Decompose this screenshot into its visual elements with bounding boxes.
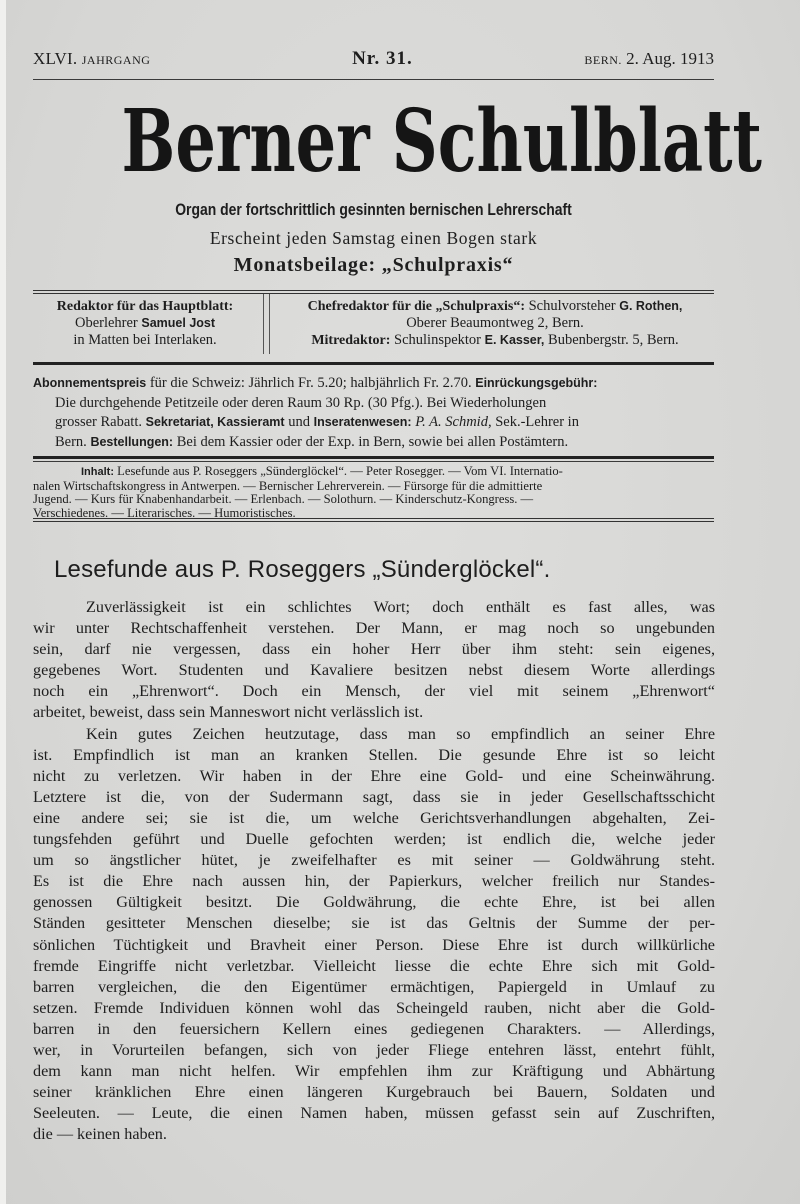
- text-line: Kein gutes Zeichen heutzutage, dass man so empfindlich an seiner Ehre: [86, 724, 715, 743]
- contents-line: Jugend. — Kurs für Knabenhandarbeit. — Erlenbach. — Solothurn. — Kinderschutz-Kongress. —: [33, 492, 534, 506]
- main-editor-name: Samuel Jost: [141, 316, 216, 330]
- contact-city: Bern.: [55, 433, 87, 450]
- double-rule: [33, 290, 714, 294]
- double-rule: [33, 518, 714, 522]
- fee-text: Die durchgehende Petitzeile oder deren Raum 30 Rp. (30 Pfg.). Bei Wiederholungen: [55, 394, 547, 411]
- editors-box: [33, 298, 714, 356]
- co-editor-name: E. Kasser,: [484, 333, 545, 347]
- column-divider: [263, 294, 270, 354]
- place: BERN.: [584, 53, 622, 67]
- orders-text: Bei dem Kassier oder der Exp. in Bern, sowie bei allen Postämtern.: [176, 433, 569, 450]
- co-editor-title: Schulinspektor: [394, 332, 482, 348]
- issue-number: Nr. 31.: [352, 48, 413, 69]
- main-editor-title: Oberlehrer: [74, 315, 138, 331]
- main-editor-role: Redaktor für das Hauptblatt:: [56, 299, 234, 314]
- volume: [33, 49, 150, 69]
- text-line: nicht zu verletzen. Wir haben in der Ehre eine Gold- und eine Scheinwährung.: [33, 766, 715, 785]
- price-label: Abonnementspreis: [33, 376, 147, 390]
- text-line: die — keinen haben.: [33, 1125, 167, 1144]
- text-line: Es ist die Ehre nach aussen hin, der Papierkurs, welcher freilich nur Standes-: [33, 872, 715, 891]
- main-editor-location: in Matten bei Interlaken.: [73, 332, 217, 348]
- contact-name: P. A. Schmid,: [415, 414, 492, 430]
- text-line: Ständen gesitteter Menschen dieselbe; sie ist das Geltnis der Summe der per-: [33, 914, 715, 933]
- subtitle: Organ der fortschrittlich gesinnten bernischen Lehrerschaft: [175, 200, 572, 219]
- text-line: setzen. Fremde Individuen können wohl das Scheingeld rauben, nicht aber die Gold-: [33, 998, 715, 1017]
- text-line: Letztere ist die, von der Sudermann sagt, dass sie in jeder Gesellschaftsschicht: [33, 787, 715, 806]
- chief-editor-title: Schulvorsteher: [528, 298, 616, 314]
- monthly-supplement: Monatsbeilage: „Schulpraxis“: [233, 254, 514, 276]
- supplement-editors: [276, 298, 714, 356]
- text-line: seiner kränklichen Ehre einen längeren Kurgebrauch bei Bauern, Soldaten und: [33, 1083, 715, 1102]
- text-line: Zuverlässigkeit ist ein schlichtes Wort; doch enthält es fast alles, was: [86, 598, 715, 616]
- issue-date: [584, 49, 714, 69]
- text-line: barren vergleichen, die den Eigentümer ermächtigen, Papiergeld in Umlauf zu: [33, 977, 715, 996]
- fee-label: Einrückungsgebühr:: [475, 376, 598, 390]
- publication-frequency: Erscheint jeden Samstag einen Bogen stark: [209, 228, 538, 248]
- text-line: wir unter Rechtschaffenheit verstehen. Der Mann, er mag noch so ungebunden: [33, 619, 715, 638]
- conjunction: und: [288, 414, 310, 430]
- volume-number: XLVI.: [33, 49, 78, 68]
- text-line: tungsfehden geführt und Duelle gefochten werden; ist endlich die, welche jeder: [33, 830, 715, 849]
- text-line: genossen Gültigkeit besitzt. Die Goldwährung, die echte Ehre, ist bei allen: [33, 893, 715, 912]
- text-line: gegebenes Wort. Studenten und Kavaliere besitzen nebst diesem Worte allerdings: [33, 661, 715, 680]
- thick-rule: [33, 456, 714, 459]
- main-editor: [33, 298, 257, 356]
- page-edge: [0, 0, 6, 1204]
- co-editor-role: Mitredaktor:: [311, 333, 391, 348]
- article-paragraph: [33, 597, 715, 724]
- text-line: arbeitet, beweist, dass sein Manneswort nicht verlässlich ist.: [33, 703, 424, 722]
- text-line: Seeleuten. — Leute, die einen Namen haben, müssen gefasst sein auf Zuschriften,: [33, 1104, 715, 1123]
- office-label: Sekretariat, Kassieramt: [145, 415, 285, 429]
- text-line: noch ein „Ehrenwort“. Doch ein Mensch, der viel mit seinem „Ehrenwort“: [33, 682, 715, 701]
- masthead-info-line: [33, 48, 714, 70]
- table-of-contents: [33, 465, 714, 520]
- discount-text: grosser Rabatt.: [55, 414, 142, 430]
- contents-label: Inhalt:: [81, 466, 114, 478]
- contents-line: Lesefunde aus P. Roseggers „Sünderglöckel“. — Peter Rosegger. — Vom VI. Internatio-: [117, 464, 563, 478]
- subscription-info: [33, 374, 714, 452]
- thin-rule: [33, 461, 714, 462]
- text-line: dem kann man nicht helfen. Wir empfehlen ihm zur Kräftigung und Abhärtung: [33, 1062, 715, 1081]
- co-editor-address: Bubenbergstr. 5, Bern.: [548, 332, 679, 348]
- price-text: für die Schweiz: Jährlich Fr. 5.20; halbjährlich Fr. 2.70.: [149, 375, 472, 391]
- contact-title: Sek.-Lehrer in: [495, 414, 579, 430]
- ads-label: Inseratenwesen:: [313, 415, 412, 429]
- article-paragraph: [33, 724, 715, 1146]
- date: 2. Aug. 1913: [626, 49, 714, 68]
- text-line: um so ängstlicher hütet, je zweifelhafter es mit seiner — Goldwährung steht.: [33, 851, 715, 870]
- newspaper-title: Berner Schulblatt: [121, 91, 762, 192]
- chief-editor-address: Oberer Beaumontweg 2, Bern.: [406, 315, 584, 331]
- orders-label: Bestellungen:: [90, 434, 174, 449]
- chief-editor-role: Chefredaktor für die „Schulpraxis“:: [307, 299, 525, 314]
- text-line: sönlichen Tüchtigkeit und Bravheit einer Person. Diese Ehre ist durch willkürliche: [33, 935, 715, 954]
- text-line: barren in den feuersichern Kellern eines gediegenen Charakters. — Allerdings,: [33, 1019, 715, 1038]
- text-line: wer, in Vorurteilen befangen, sich von jeder Fliege entehren lässt, entehrt fühlt,: [33, 1040, 715, 1059]
- article-title: Lesefunde aus P. Roseggers „Sünderglöckel“.: [54, 556, 551, 583]
- masthead-rule: [33, 79, 714, 80]
- contents-line: Verschiedenes. — Literarisches. — Humoristisches.: [33, 505, 296, 520]
- volume-label: JAHRGANG: [81, 53, 151, 67]
- text-line: eine andere sei; sie ist die, um welche Gerichtsverhandlungen abgehalten, Zei-: [33, 808, 715, 827]
- contents-line: nalen Wirtschaftskongress in Antwerpen. — Bernischer Lehrerverein. — Fürsorge für die admittierte: [33, 478, 543, 493]
- text-line: sein, darf nie vergessen, dass ein hoher Herr über ihm steht: sein eigenes,: [33, 640, 715, 659]
- thick-rule: [33, 362, 714, 365]
- chief-editor-name: G. Rothen,: [619, 299, 683, 313]
- text-line: ist. Empfindlich ist man an kranken Stellen. Die gesunde Ehre ist so leicht: [33, 745, 715, 764]
- text-line: fremde Eingriffe nicht verletzbar. Vielleicht liesse die echte Ehre sich mit Gold-: [33, 956, 715, 975]
- article-body: [33, 597, 715, 1145]
